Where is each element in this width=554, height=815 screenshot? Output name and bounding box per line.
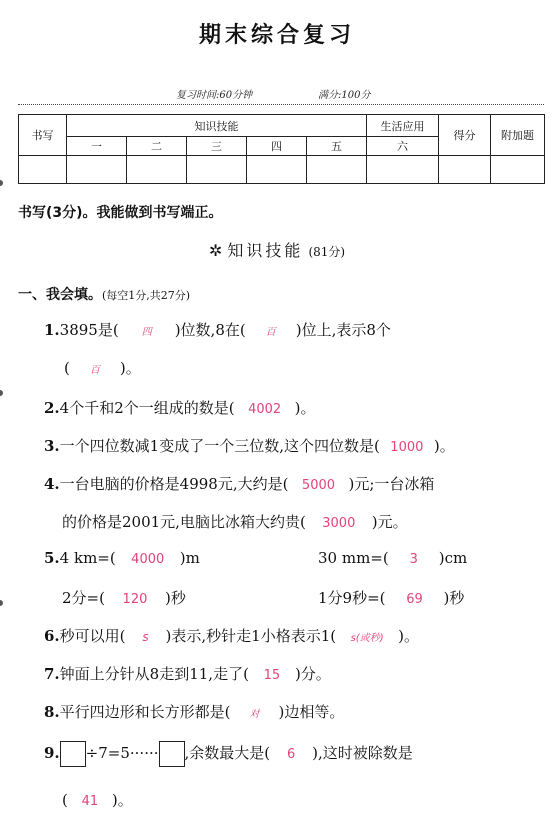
sub-header-5: 五 [307, 137, 367, 155]
score-cell[interactable] [439, 155, 491, 183]
remainder-box[interactable] [159, 741, 185, 767]
score-cell[interactable] [491, 155, 545, 183]
question-1-line2 [64, 357, 141, 378]
answer-blank[interactable]: 4000 [131, 552, 165, 567]
question-5d [318, 587, 464, 608]
question-number: 8. [44, 703, 60, 721]
answer-blank[interactable]: 3000 [322, 516, 356, 531]
question-text: )位上,表示8个 [295, 321, 391, 339]
question-8 [44, 701, 344, 722]
question-text: 秒可以用( [59, 627, 126, 645]
life-header: 生活应用 [367, 115, 439, 137]
question-number: 2. [44, 399, 60, 417]
question-3 [44, 435, 455, 456]
answer-blank[interactable]: s [142, 630, 149, 644]
question-text: ),这时被除数是 [312, 744, 413, 762]
paren-close: )。 [294, 399, 316, 417]
page-title: 期末综合复习 [198, 22, 355, 48]
question-text: 钟面上分针从8走到11,走了( [59, 665, 249, 683]
dotted-divider [18, 104, 544, 105]
question-5b [318, 549, 467, 567]
part1-title: 一、我会填。 [18, 287, 102, 303]
question-number: 9. [44, 744, 60, 762]
question-5a [44, 549, 200, 567]
answer-blank[interactable]: 15 [263, 668, 281, 683]
paren-open: ( [62, 791, 68, 809]
question-text: )边相等。 [278, 703, 345, 721]
question-text: 1分9秒=( [318, 589, 386, 607]
answer-blank[interactable]: 120 [122, 592, 148, 607]
question-text: )元。 [371, 513, 408, 531]
question-number: 7. [44, 665, 60, 683]
question-text: ,余数最大是( [184, 744, 271, 762]
question-7 [44, 663, 331, 684]
section-name: 知识技能 [227, 241, 304, 260]
question-5c [62, 587, 186, 608]
full-score: 满分:100分 [318, 90, 371, 101]
question-9-line2 [62, 789, 133, 810]
sub-header-2: 二 [127, 137, 187, 155]
part1-note: (每空1分,共27分) [102, 289, 191, 302]
review-time: 复习时间:60分钟 [176, 90, 253, 101]
answer-blank[interactable]: 对 [249, 709, 260, 720]
question-text: 4个千和2个一组成的数是( [59, 399, 235, 417]
binding-hole [0, 390, 3, 396]
dividend-box[interactable] [60, 741, 86, 767]
question-text: 一台电脑的价格是4998元,大约是( [59, 475, 289, 493]
question-4-line2 [62, 511, 408, 532]
question-text: 平行四边形和长方形都是( [59, 703, 231, 721]
answer-blank[interactable]: 41 [81, 794, 99, 809]
binding-hole [0, 180, 3, 186]
question-number: 5. [44, 549, 60, 567]
question-text: )cm [438, 549, 468, 567]
question-text: 一个四位数减1变成了一个三位数,这个四位数是( [59, 437, 380, 455]
question-number: 3. [44, 437, 60, 455]
score-cell[interactable] [187, 155, 247, 183]
skills-header: 知识技能 [67, 115, 367, 137]
paren-close: )。 [433, 437, 455, 455]
section-heading [0, 238, 554, 261]
question-9 [44, 741, 413, 767]
writing-instruction: 书写(3分)。我能做到书写端正。 [18, 205, 223, 221]
answer-blank[interactable]: 3 [409, 552, 418, 567]
question-text: )m [179, 549, 200, 567]
score-table [18, 114, 545, 184]
question-4 [44, 473, 434, 494]
question-number: 6. [44, 627, 60, 645]
score-cell[interactable] [127, 155, 187, 183]
question-text: )秒 [443, 589, 465, 607]
question-text: 3895是( [59, 321, 119, 339]
question-text: 4 km=( [59, 549, 116, 567]
answer-blank[interactable]: s(或秒) [350, 633, 384, 644]
answer-blank[interactable]: 4002 [248, 402, 282, 417]
score-cell[interactable] [67, 155, 127, 183]
answer-blank[interactable]: 百 [89, 365, 100, 376]
question-6 [44, 625, 419, 646]
score-header: 得分 [439, 115, 491, 156]
paren-close: )。 [119, 359, 141, 377]
writing-header: 书写 [19, 115, 67, 156]
answer-blank[interactable]: 69 [406, 592, 423, 607]
question-text: )表示,秒针走1小格表示1( [165, 627, 337, 645]
extra-header: 附加题 [491, 115, 545, 156]
question-number: 4. [44, 475, 60, 493]
score-cell[interactable] [247, 155, 307, 183]
score-cell[interactable] [307, 155, 367, 183]
section-points: (81分) [308, 245, 346, 259]
question-text: )分。 [294, 665, 331, 683]
question-text: )元;一台冰箱 [348, 475, 435, 493]
paren-open: ( [64, 359, 70, 377]
answer-blank[interactable]: 1000 [390, 440, 424, 455]
sub-header-1: 一 [67, 137, 127, 155]
question-text: ÷7=5······ [85, 744, 159, 762]
answer-blank[interactable]: 5000 [301, 478, 336, 493]
question-1 [44, 319, 391, 340]
question-text: 2分=( [62, 589, 105, 607]
question-text: )秒 [164, 589, 186, 607]
question-text: 30 mm=( [318, 549, 389, 567]
score-cell[interactable] [19, 155, 67, 183]
question-text: 的价格是2001元,电脑比冰箱大约贵( [62, 513, 306, 531]
question-number: 1. [44, 321, 60, 339]
answer-blank[interactable]: 6 [287, 747, 296, 762]
sub-header-6: 六 [367, 137, 439, 155]
binding-hole [0, 600, 3, 606]
question-text: )位数,8在( [174, 321, 246, 339]
star-icon: ✲ [208, 241, 223, 260]
score-cell[interactable] [367, 155, 439, 183]
paren-close: )。 [111, 791, 133, 809]
part1-heading [18, 284, 190, 304]
question-2 [44, 397, 315, 418]
answer-blank[interactable]: 百 [265, 327, 276, 338]
sub-header-4: 四 [247, 137, 307, 155]
question-text: )。 [398, 627, 419, 645]
answer-blank[interactable]: 四 [141, 327, 152, 338]
sub-header-3: 三 [187, 137, 247, 155]
